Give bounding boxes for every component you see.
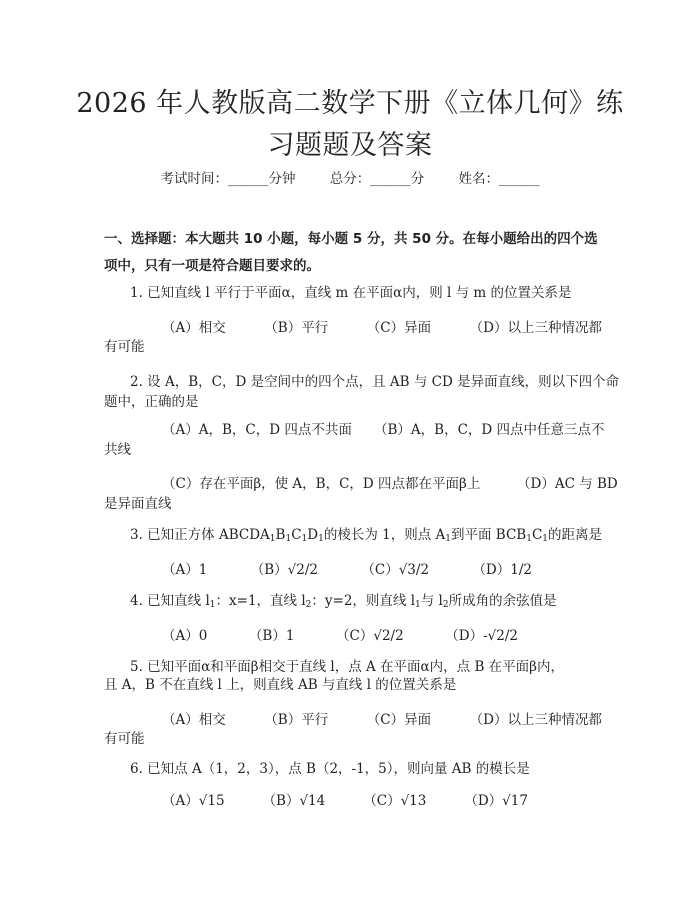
q1-option-d-cont: 有可能 — [104, 339, 145, 355]
q6-option-c: （C）√13 — [363, 793, 427, 809]
q5-option-a: （A）相交 — [162, 712, 226, 728]
q4-options — [162, 624, 518, 644]
q1-stem: 1. 已知直线 l 平行于平面α，直线 m 在平面α内，则 l 与 m 的位置关系是 — [130, 285, 572, 301]
q4-option-d: （D）-√2/2 — [445, 628, 518, 644]
exam-meta — [0, 167, 700, 187]
q3-stem: 3. 已知正方体 $ABCDA_1B_1C_1D_1$的棱长为 1，则点 $A_1$到平面 $BCB_1C_1$的距离是 — [130, 527, 603, 544]
q3-option-c: （C）√3/2 — [361, 562, 430, 578]
q5-option-d-cont: 有可能 — [104, 731, 145, 747]
q2-option-a: （A）A，B，C，D 四点不共面 — [162, 422, 352, 438]
exam-time: 考试时间：______分钟 — [160, 171, 296, 187]
q3-option-d: （D）1/2 — [472, 562, 532, 578]
q1-option-d: （D）以上三种情况都 — [469, 320, 602, 336]
exam-score: 总分：______分 — [329, 171, 425, 187]
title-line-2: 习题题及答案 — [267, 130, 433, 161]
document-title — [60, 83, 640, 167]
q2-stem: 2. 设 A，B，C，D 是空间中的四个点，且 AB 与 CD 是异面直线，则以下四个命 — [130, 374, 620, 390]
q2-option-b-cont: 共线 — [104, 442, 131, 458]
q5-stem: 5. 已知平面α和平面β相交于直线 l，点 A 在平面α内，点 B 在平面β内， — [130, 659, 564, 675]
q1-option-c: （C）异面 — [366, 320, 432, 336]
q2-stem-cont: 题中，正确的是 — [104, 394, 199, 410]
q4-option-b: （B）1 — [248, 628, 295, 644]
q2-option-d: （D）AC 与 BD — [517, 476, 618, 492]
q5-options — [162, 708, 602, 728]
q6-option-a: （A）√15 — [162, 793, 225, 809]
section-heading-choice: 一、选择题：本大题共 10 小题，每小题 5 分，共 50 分。在每小题给出的四个选项中，只有一项是符合题目要求的。 — [104, 231, 598, 274]
q2-option-b: （B）A，B，C，D 四点中任意三点不 — [374, 422, 605, 438]
q4-option-a: （A）0 — [162, 628, 208, 644]
q5-option-c: （C）异面 — [366, 712, 432, 728]
student-name: 姓名：______ — [458, 171, 540, 187]
q3-option-a: （A）1 — [162, 562, 208, 578]
q2-option-c: （C）存在平面β，使 A，B，C，D 四点都在平面β上 — [162, 476, 481, 492]
q4-stem: 4. 已知直线 $l_1$：x=1，直线 $l_2$：y=2，则直线 $l_1$与 $l_2$所成角的余弦值是 — [130, 593, 557, 610]
q6-option-b: （B）√14 — [262, 793, 326, 809]
q1-option-b: （B）平行 — [264, 320, 329, 336]
q1-options — [162, 316, 602, 336]
q2-option-d-cont: 是异面直线 — [104, 496, 172, 512]
q3-options — [162, 558, 532, 578]
q6-options — [162, 789, 528, 809]
q6-stem: 6. 已知点 A（1，2，3），点 B（2，-1，5），则向量 AB 的模长是 — [130, 761, 530, 777]
title-line-1: 2026 年人教版高二数学下册《立体几何》练 — [76, 88, 624, 119]
q6-option-d: （D）√17 — [464, 793, 528, 809]
q1-option-a: （A）相交 — [162, 320, 226, 336]
q5-option-d: （D）以上三种情况都 — [469, 712, 602, 728]
q3-option-b: （B）√2/2 — [250, 562, 318, 578]
q4-option-c: （C）√2/2 — [336, 628, 404, 644]
q5-stem-cont: 且 A，B 不在直线 l 上，则直线 AB 与直线 l 的位置关系是 — [104, 677, 457, 693]
q5-option-b: （B）平行 — [264, 712, 329, 728]
